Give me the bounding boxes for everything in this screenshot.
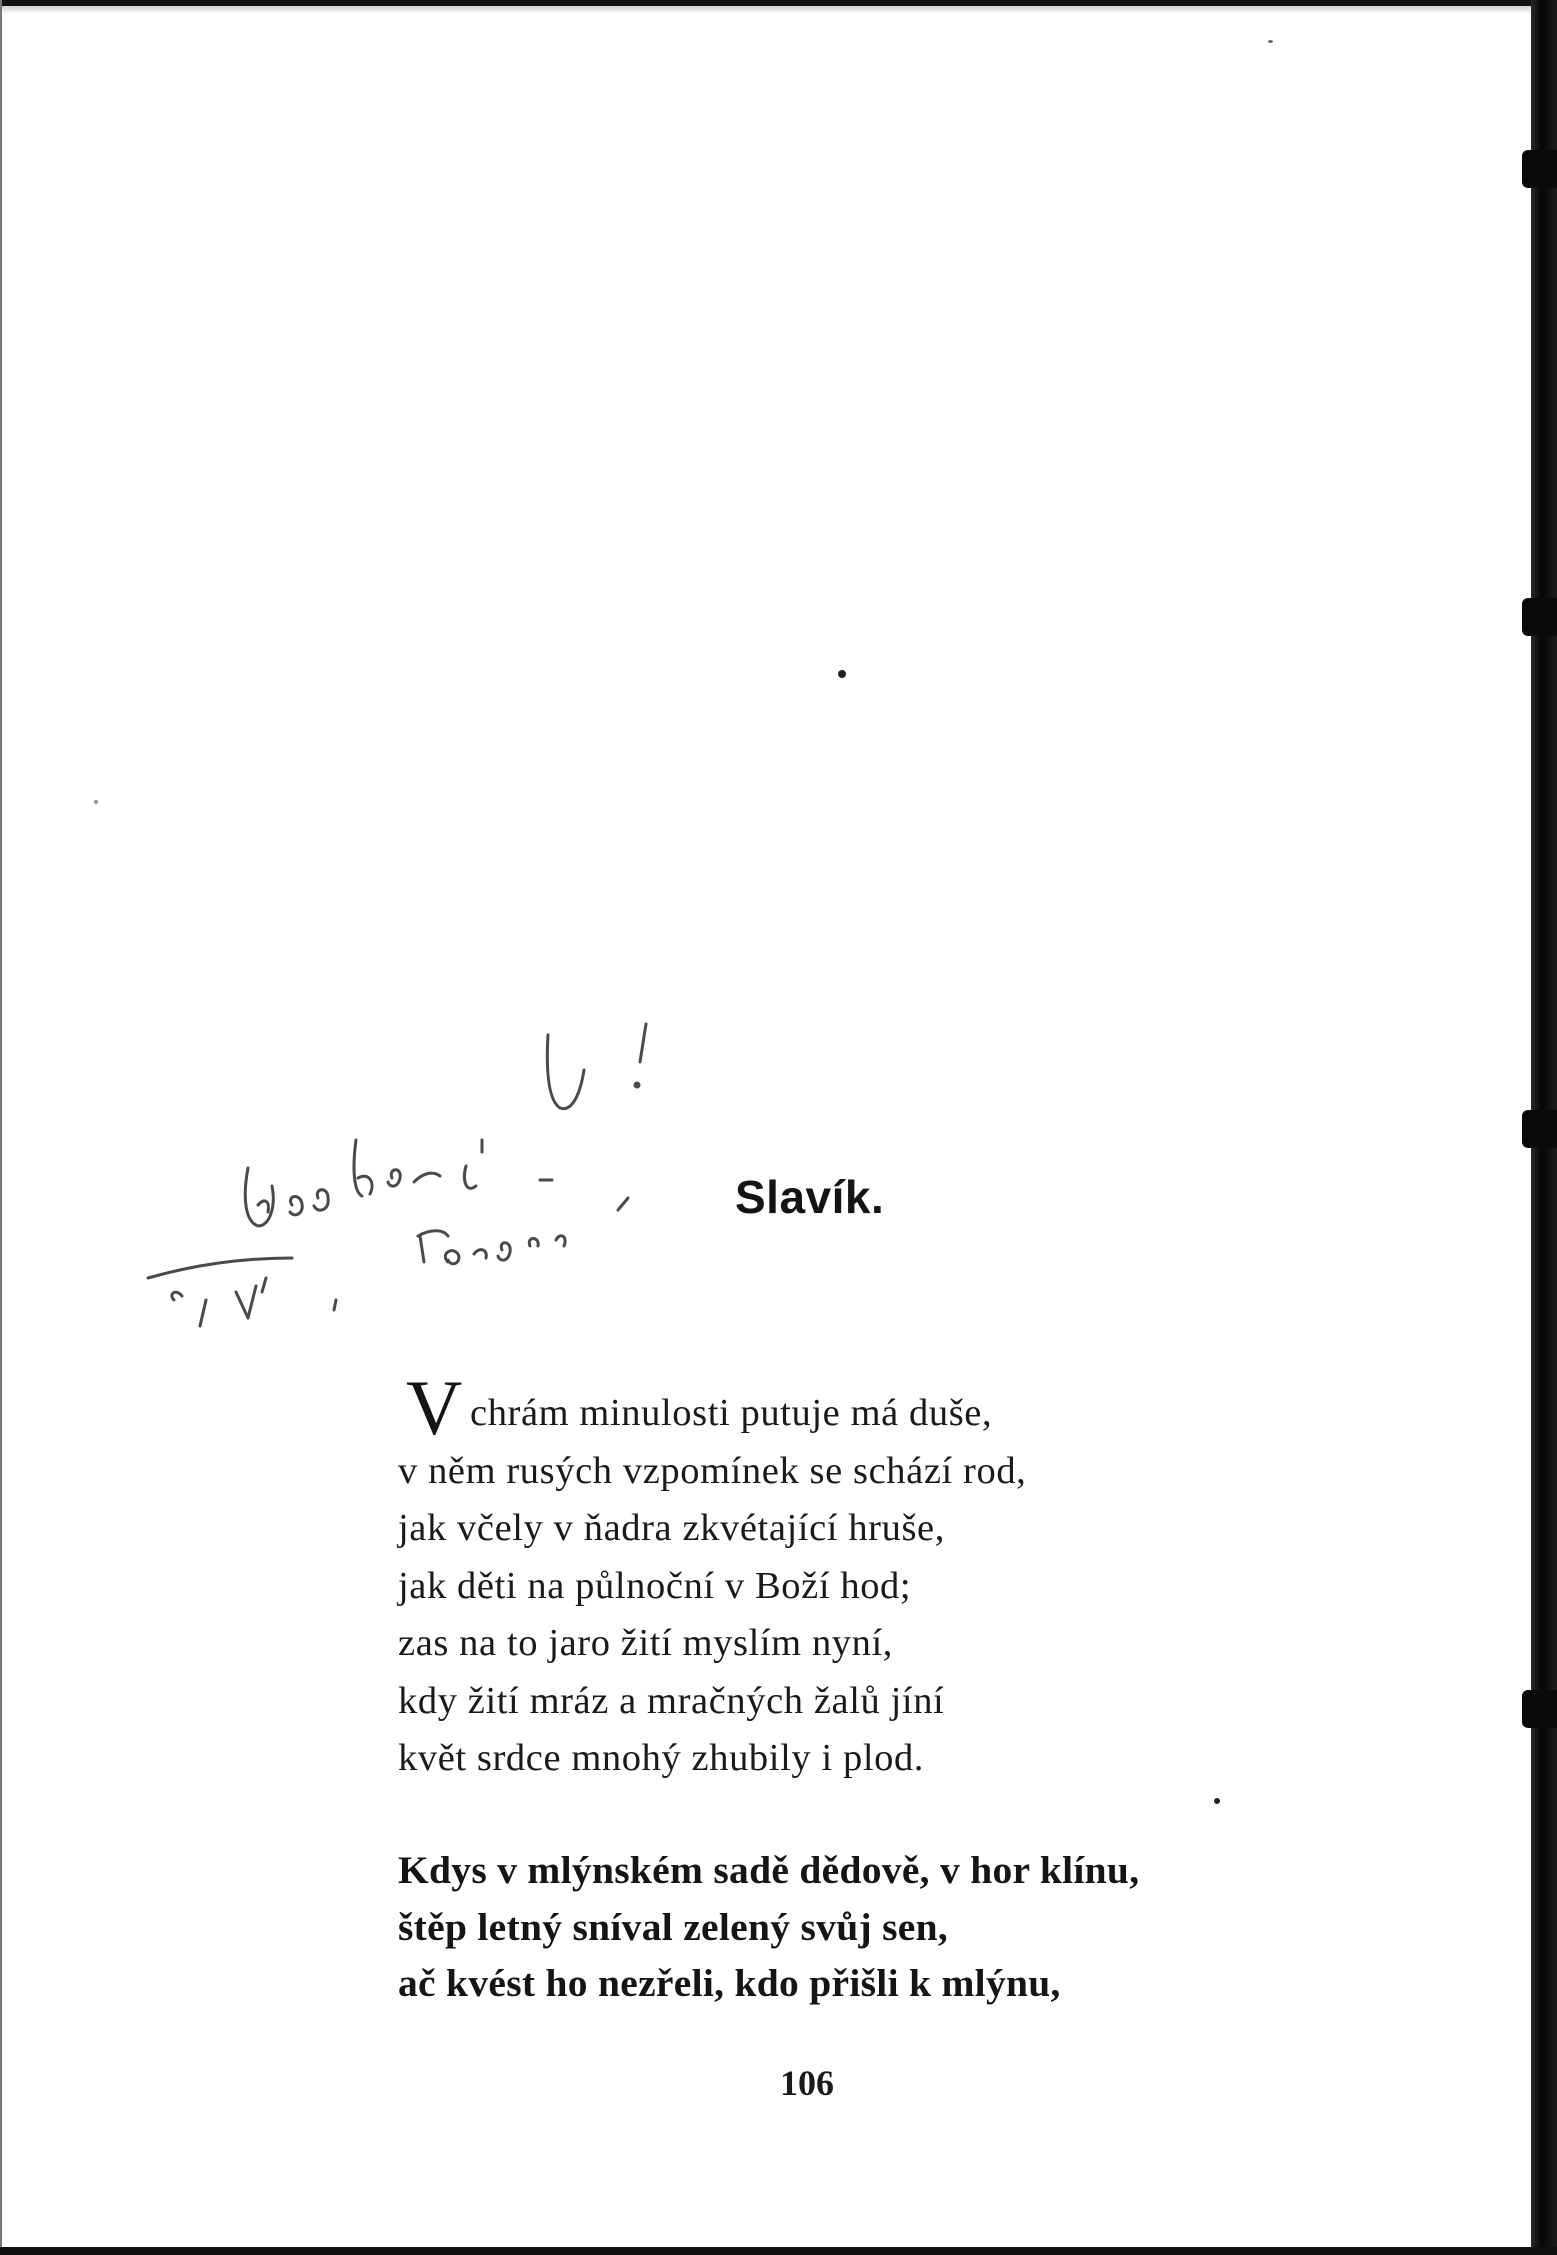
scan-speck — [838, 670, 846, 678]
verse-line: v něm rusých vzpomínek se schází rod, — [398, 1449, 1027, 1492]
verse-line: štěp letný sníval zelený svůj sen, — [398, 1904, 949, 1949]
verse-line: kdy žití mráz a mračných žalů jíní — [398, 1679, 945, 1722]
scan-speck — [94, 800, 98, 804]
verse-line: Kdys v mlýnském sadě dědově, v hor klínu, — [398, 1848, 1140, 1892]
verse-line: ač kvést ho nezřeli, kdo přišli k mlýnu, — [398, 1961, 1061, 2005]
page-number: 106 — [780, 2063, 834, 2103]
stanza — [398, 1385, 1026, 1788]
verse-line: jak včely v ňadra zkvétající hruše, — [398, 1507, 945, 1549]
verse-line: zas na to jaro žití myslím nyní, — [398, 1622, 894, 1664]
verse-line: jak děti na půlnoční v Boží hod; — [398, 1564, 912, 1607]
scanner-clamp — [1522, 598, 1557, 636]
verse-line-spacer — [398, 1385, 1026, 1443]
scanner-clamp — [1522, 1110, 1557, 1148]
scanner-clamp — [1522, 1690, 1557, 1728]
scan-speck — [1268, 40, 1273, 43]
scan-speck — [1214, 1798, 1220, 1804]
verse-line: chrám minulosti putuje má duše, — [470, 1392, 993, 1434]
drop-cap: V — [406, 1364, 463, 1451]
scan-bottom-border — [0, 2247, 1557, 2255]
verse-line: květ srdce mnohý zhubily i plod. — [398, 1737, 925, 1779]
scanner-clamp — [1522, 150, 1557, 188]
poem-title: Slavík. — [735, 1171, 885, 1223]
stanza — [398, 1842, 1139, 2012]
